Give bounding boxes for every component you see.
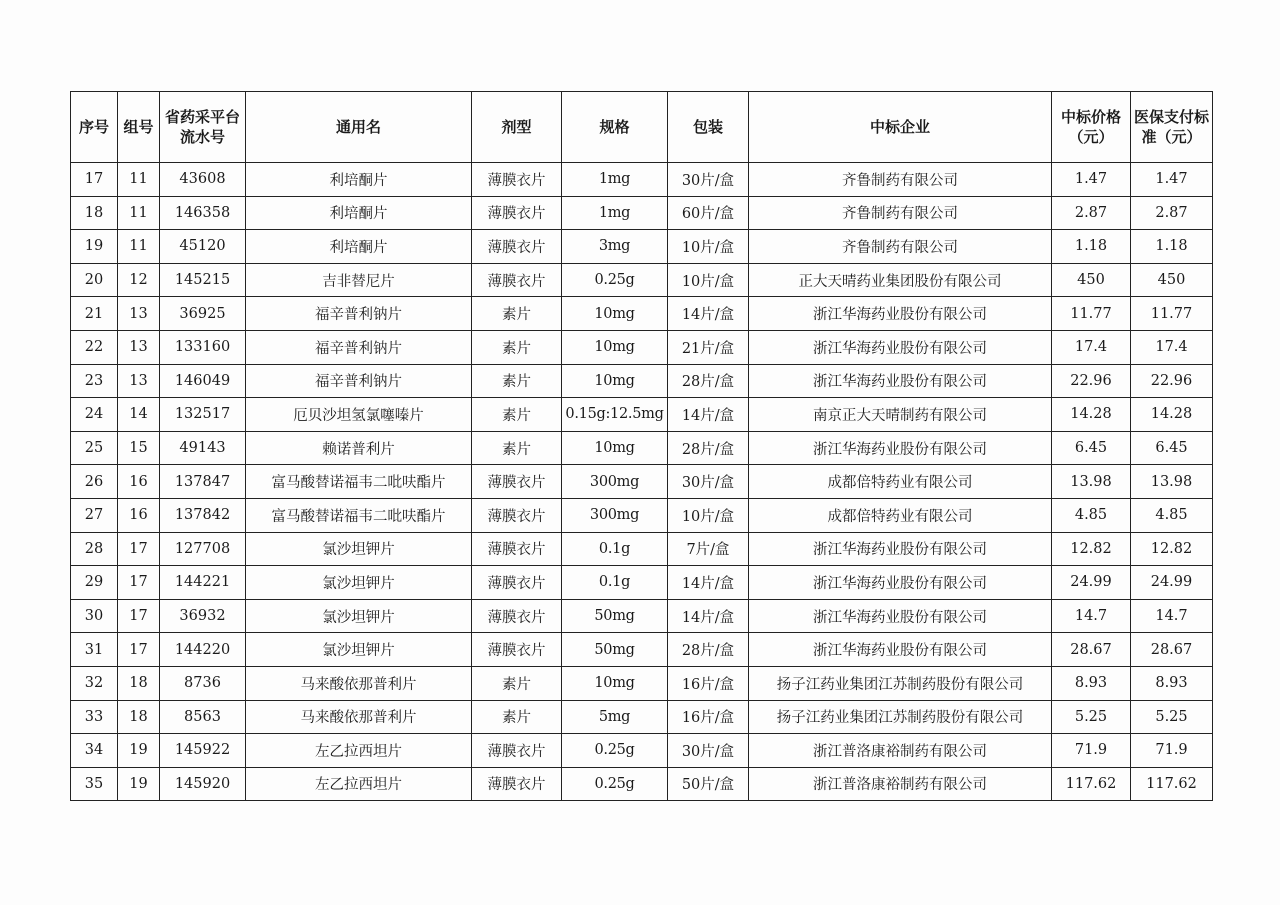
cell-serial: 132517: [160, 398, 246, 432]
cell-group: 12: [118, 263, 160, 297]
cell-company: 扬子江药业集团江苏制药股份有限公司: [749, 666, 1052, 700]
table-row: [71, 330, 1213, 364]
cell-bid-price: 71.9: [1052, 734, 1131, 768]
cell-company: 浙江华海药业股份有限公司: [749, 364, 1052, 398]
cell-bid-price: 4.85: [1052, 498, 1131, 532]
cell-spec: 0.25g: [562, 767, 668, 801]
cell-spec: 300mg: [562, 465, 668, 499]
cell-dosage-form: 薄膜衣片: [472, 633, 562, 667]
cell-package: 28片/盒: [668, 633, 749, 667]
cell-insurance-standard: 11.77: [1131, 297, 1213, 331]
cell-company: 南京正大天晴制药有限公司: [749, 398, 1052, 432]
cell-package: 28片/盒: [668, 364, 749, 398]
cell-generic-name: 氯沙坦钾片: [246, 532, 472, 566]
cell-generic-name: 氯沙坦钾片: [246, 599, 472, 633]
cell-serial: 133160: [160, 330, 246, 364]
cell-group: 11: [118, 196, 160, 230]
cell-dosage-form: 素片: [472, 700, 562, 734]
cell-bid-price: 14.28: [1052, 398, 1131, 432]
header-group: 组号: [118, 92, 160, 163]
cell-index: 25: [71, 431, 118, 465]
table-row: [71, 767, 1213, 801]
cell-serial: 8736: [160, 666, 246, 700]
cell-spec: 10mg: [562, 330, 668, 364]
table-row: [71, 263, 1213, 297]
cell-index: 35: [71, 767, 118, 801]
cell-company: 浙江普洛康裕制药有限公司: [749, 767, 1052, 801]
cell-company: 扬子江药业集团江苏制药股份有限公司: [749, 700, 1052, 734]
cell-dosage-form: 薄膜衣片: [472, 767, 562, 801]
cell-index: 29: [71, 566, 118, 600]
cell-generic-name: 福辛普利钠片: [246, 297, 472, 331]
cell-index: 24: [71, 398, 118, 432]
header-company: 中标企业: [749, 92, 1052, 163]
cell-company: 浙江华海药业股份有限公司: [749, 297, 1052, 331]
cell-group: 14: [118, 398, 160, 432]
cell-group: 13: [118, 297, 160, 331]
cell-index: 30: [71, 599, 118, 633]
cell-index: 18: [71, 196, 118, 230]
cell-insurance-standard: 14.28: [1131, 398, 1213, 432]
cell-company: 齐鲁制药有限公司: [749, 230, 1052, 264]
cell-package: 28片/盒: [668, 431, 749, 465]
cell-index: 33: [71, 700, 118, 734]
cell-index: 31: [71, 633, 118, 667]
cell-package: 50片/盒: [668, 767, 749, 801]
cell-serial: 137847: [160, 465, 246, 499]
cell-spec: 3mg: [562, 230, 668, 264]
cell-bid-price: 28.67: [1052, 633, 1131, 667]
cell-serial: 49143: [160, 431, 246, 465]
cell-bid-price: 22.96: [1052, 364, 1131, 398]
cell-company: 浙江华海药业股份有限公司: [749, 431, 1052, 465]
header-spec: 规格: [562, 92, 668, 163]
cell-generic-name: 马来酸依那普利片: [246, 666, 472, 700]
cell-dosage-form: 素片: [472, 666, 562, 700]
cell-company: 浙江华海药业股份有限公司: [749, 330, 1052, 364]
cell-insurance-standard: 6.45: [1131, 431, 1213, 465]
cell-spec: 300mg: [562, 498, 668, 532]
cell-generic-name: 左乙拉西坦片: [246, 734, 472, 768]
table-row: [71, 297, 1213, 331]
cell-insurance-standard: 14.7: [1131, 599, 1213, 633]
cell-company: 浙江华海药业股份有限公司: [749, 599, 1052, 633]
table-row: [71, 364, 1213, 398]
cell-insurance-standard: 24.99: [1131, 566, 1213, 600]
cell-spec: 1mg: [562, 163, 668, 197]
cell-index: 28: [71, 532, 118, 566]
cell-company: 齐鲁制药有限公司: [749, 196, 1052, 230]
cell-group: 11: [118, 163, 160, 197]
cell-bid-price: 13.98: [1052, 465, 1131, 499]
cell-serial: 146358: [160, 196, 246, 230]
cell-company: 浙江华海药业股份有限公司: [749, 633, 1052, 667]
cell-package: 14片/盒: [668, 398, 749, 432]
cell-insurance-standard: 1.47: [1131, 163, 1213, 197]
cell-insurance-standard: 28.67: [1131, 633, 1213, 667]
cell-company: 成都倍特药业有限公司: [749, 465, 1052, 499]
cell-serial: 36925: [160, 297, 246, 331]
cell-dosage-form: 薄膜衣片: [472, 532, 562, 566]
cell-serial: 145920: [160, 767, 246, 801]
cell-generic-name: 吉非替尼片: [246, 263, 472, 297]
cell-serial: 146049: [160, 364, 246, 398]
cell-index: 19: [71, 230, 118, 264]
cell-serial: 36932: [160, 599, 246, 633]
cell-index: 22: [71, 330, 118, 364]
cell-insurance-standard: 71.9: [1131, 734, 1213, 768]
cell-dosage-form: 薄膜衣片: [472, 599, 562, 633]
cell-dosage-form: 薄膜衣片: [472, 566, 562, 600]
cell-dosage-form: 薄膜衣片: [472, 263, 562, 297]
cell-group: 18: [118, 666, 160, 700]
cell-index: 20: [71, 263, 118, 297]
table-row: [71, 666, 1213, 700]
cell-index: 17: [71, 163, 118, 197]
cell-generic-name: 厄贝沙坦氢氯噻嗪片: [246, 398, 472, 432]
table-row: [71, 163, 1213, 197]
header-serial: 省药采平台流水号: [160, 92, 246, 163]
table-row: [71, 398, 1213, 432]
table-header-row: [71, 92, 1213, 163]
cell-package: 7片/盒: [668, 532, 749, 566]
cell-bid-price: 5.25: [1052, 700, 1131, 734]
cell-dosage-form: 薄膜衣片: [472, 734, 562, 768]
cell-package: 14片/盒: [668, 599, 749, 633]
cell-serial: 145215: [160, 263, 246, 297]
cell-generic-name: 富马酸替诺福韦二吡呋酯片: [246, 465, 472, 499]
cell-dosage-form: 素片: [472, 398, 562, 432]
cell-spec: 0.1g: [562, 566, 668, 600]
cell-bid-price: 12.82: [1052, 532, 1131, 566]
cell-insurance-standard: 5.25: [1131, 700, 1213, 734]
cell-dosage-form: 素片: [472, 364, 562, 398]
cell-group: 13: [118, 330, 160, 364]
cell-serial: 8563: [160, 700, 246, 734]
cell-group: 17: [118, 532, 160, 566]
cell-bid-price: 11.77: [1052, 297, 1131, 331]
cell-group: 13: [118, 364, 160, 398]
table-row: [71, 532, 1213, 566]
cell-group: 17: [118, 566, 160, 600]
cell-dosage-form: 素片: [472, 297, 562, 331]
cell-package: 14片/盒: [668, 566, 749, 600]
cell-company: 齐鲁制药有限公司: [749, 163, 1052, 197]
cell-package: 30片/盒: [668, 465, 749, 499]
cell-index: 21: [71, 297, 118, 331]
cell-spec: 50mg: [562, 599, 668, 633]
cell-package: 10片/盒: [668, 230, 749, 264]
table-row: [71, 431, 1213, 465]
cell-generic-name: 利培酮片: [246, 230, 472, 264]
cell-insurance-standard: 22.96: [1131, 364, 1213, 398]
table-row: [71, 566, 1213, 600]
table-body: [71, 163, 1213, 801]
cell-spec: 10mg: [562, 297, 668, 331]
cell-insurance-standard: 450: [1131, 263, 1213, 297]
cell-insurance-standard: 17.4: [1131, 330, 1213, 364]
cell-generic-name: 福辛普利钠片: [246, 330, 472, 364]
cell-bid-price: 14.7: [1052, 599, 1131, 633]
table-row: [71, 196, 1213, 230]
cell-generic-name: 利培酮片: [246, 196, 472, 230]
cell-generic-name: 氯沙坦钾片: [246, 566, 472, 600]
cell-generic-name: 左乙拉西坦片: [246, 767, 472, 801]
cell-index: 23: [71, 364, 118, 398]
cell-group: 19: [118, 767, 160, 801]
cell-dosage-form: 薄膜衣片: [472, 163, 562, 197]
cell-spec: 0.15g:12.5mg: [562, 398, 668, 432]
cell-spec: 10mg: [562, 666, 668, 700]
cell-bid-price: 1.18: [1052, 230, 1131, 264]
cell-insurance-standard: 12.82: [1131, 532, 1213, 566]
cell-generic-name: 富马酸替诺福韦二吡呋酯片: [246, 498, 472, 532]
cell-generic-name: 利培酮片: [246, 163, 472, 197]
cell-spec: 10mg: [562, 364, 668, 398]
cell-insurance-standard: 8.93: [1131, 666, 1213, 700]
header-package: 包装: [668, 92, 749, 163]
cell-dosage-form: 薄膜衣片: [472, 465, 562, 499]
cell-package: 10片/盒: [668, 263, 749, 297]
cell-bid-price: 6.45: [1052, 431, 1131, 465]
cell-bid-price: 117.62: [1052, 767, 1131, 801]
cell-package: 16片/盒: [668, 666, 749, 700]
table-row: [71, 734, 1213, 768]
cell-group: 16: [118, 498, 160, 532]
cell-insurance-standard: 1.18: [1131, 230, 1213, 264]
cell-serial: 43608: [160, 163, 246, 197]
header-dosage-form: 剂型: [472, 92, 562, 163]
cell-insurance-standard: 13.98: [1131, 465, 1213, 499]
cell-generic-name: 赖诺普利片: [246, 431, 472, 465]
cell-serial: 45120: [160, 230, 246, 264]
cell-bid-price: 2.87: [1052, 196, 1131, 230]
cell-package: 30片/盒: [668, 163, 749, 197]
table-row: [71, 599, 1213, 633]
cell-insurance-standard: 4.85: [1131, 498, 1213, 532]
cell-group: 15: [118, 431, 160, 465]
cell-spec: 0.25g: [562, 263, 668, 297]
cell-dosage-form: 薄膜衣片: [472, 196, 562, 230]
cell-group: 17: [118, 599, 160, 633]
cell-index: 26: [71, 465, 118, 499]
cell-company: 浙江华海药业股份有限公司: [749, 566, 1052, 600]
table-row: [71, 230, 1213, 264]
cell-dosage-form: 素片: [472, 330, 562, 364]
cell-package: 10片/盒: [668, 498, 749, 532]
cell-generic-name: 马来酸依那普利片: [246, 700, 472, 734]
cell-dosage-form: 素片: [472, 431, 562, 465]
cell-insurance-standard: 2.87: [1131, 196, 1213, 230]
cell-spec: 0.25g: [562, 734, 668, 768]
cell-package: 30片/盒: [668, 734, 749, 768]
cell-bid-price: 17.4: [1052, 330, 1131, 364]
cell-index: 32: [71, 666, 118, 700]
cell-group: 18: [118, 700, 160, 734]
table-row: [71, 498, 1213, 532]
cell-generic-name: 氯沙坦钾片: [246, 633, 472, 667]
cell-group: 11: [118, 230, 160, 264]
cell-serial: 144220: [160, 633, 246, 667]
cell-company: 浙江普洛康裕制药有限公司: [749, 734, 1052, 768]
header-index: 序号: [71, 92, 118, 163]
header-insurance-standard: 医保支付标准（元）: [1131, 92, 1213, 163]
cell-company: 浙江华海药业股份有限公司: [749, 532, 1052, 566]
cell-spec: 1mg: [562, 196, 668, 230]
cell-insurance-standard: 117.62: [1131, 767, 1213, 801]
cell-group: 17: [118, 633, 160, 667]
cell-bid-price: 1.47: [1052, 163, 1131, 197]
cell-company: 成都倍特药业有限公司: [749, 498, 1052, 532]
cell-spec: 0.1g: [562, 532, 668, 566]
cell-index: 34: [71, 734, 118, 768]
cell-dosage-form: 薄膜衣片: [472, 230, 562, 264]
table-row: [71, 633, 1213, 667]
table-row: [71, 700, 1213, 734]
cell-company: 正大天晴药业集团股份有限公司: [749, 263, 1052, 297]
cell-index: 27: [71, 498, 118, 532]
cell-group: 19: [118, 734, 160, 768]
cell-spec: 50mg: [562, 633, 668, 667]
cell-bid-price: 24.99: [1052, 566, 1131, 600]
cell-package: 16片/盒: [668, 700, 749, 734]
cell-group: 16: [118, 465, 160, 499]
cell-dosage-form: 薄膜衣片: [472, 498, 562, 532]
cell-serial: 137842: [160, 498, 246, 532]
cell-serial: 145922: [160, 734, 246, 768]
table-row: [71, 465, 1213, 499]
cell-serial: 144221: [160, 566, 246, 600]
cell-bid-price: 8.93: [1052, 666, 1131, 700]
header-bid-price: 中标价格（元）: [1052, 92, 1131, 163]
cell-bid-price: 450: [1052, 263, 1131, 297]
drug-price-table: [70, 91, 1213, 801]
cell-serial: 127708: [160, 532, 246, 566]
cell-spec: 5mg: [562, 700, 668, 734]
cell-generic-name: 福辛普利钠片: [246, 364, 472, 398]
cell-package: 60片/盒: [668, 196, 749, 230]
cell-package: 14片/盒: [668, 297, 749, 331]
header-generic-name: 通用名: [246, 92, 472, 163]
cell-package: 21片/盒: [668, 330, 749, 364]
cell-spec: 10mg: [562, 431, 668, 465]
